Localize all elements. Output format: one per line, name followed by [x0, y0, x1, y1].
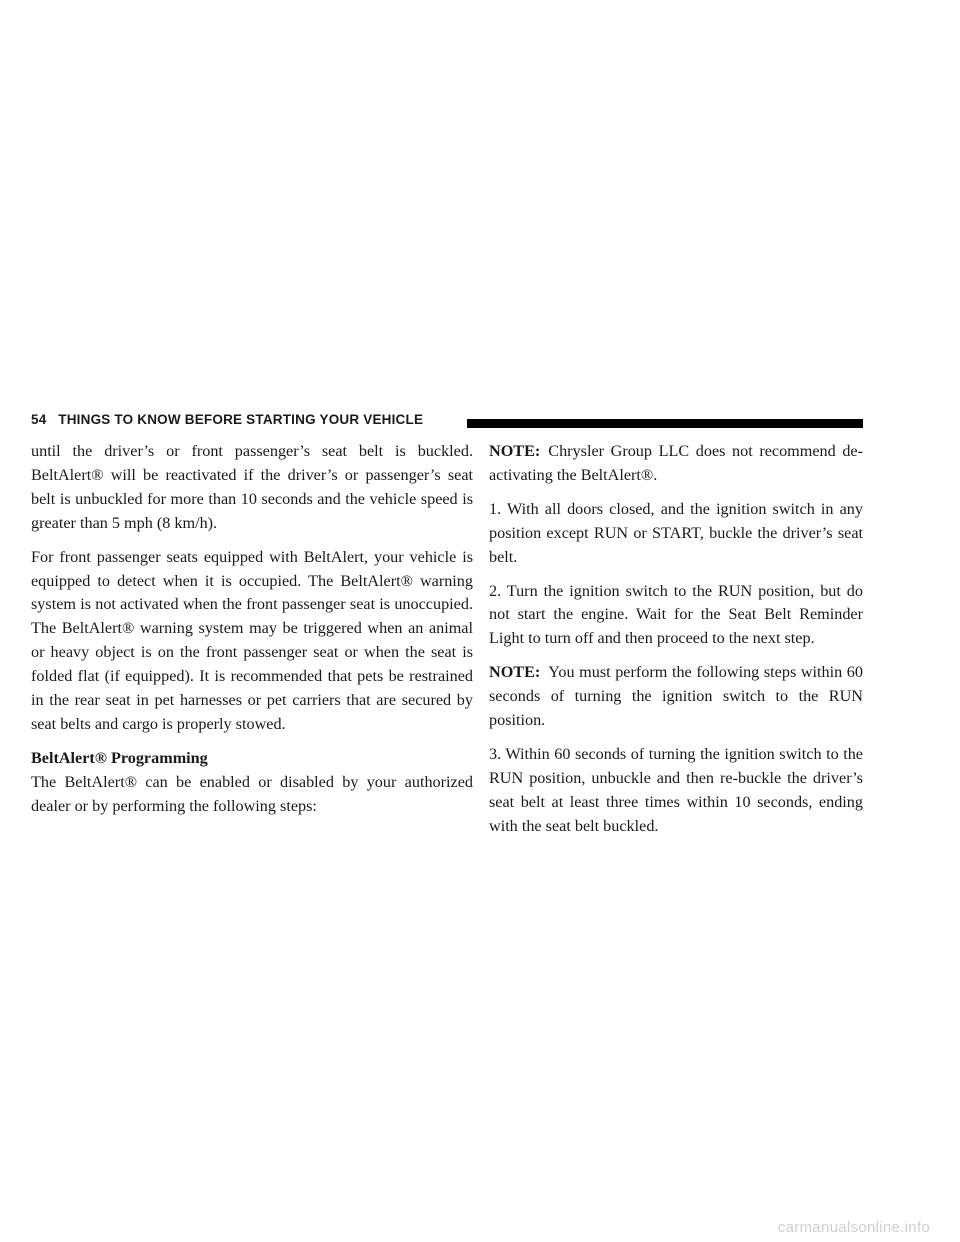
page-number: 54: [31, 412, 47, 427]
step-3: 3. Within 60 seconds of turning the ignition switch to the RUN position, unbuckle and then re-buckle the driver’s seat belt at least three times within 10 seconds, ending with the seat belt buckled.: [489, 744, 863, 835]
header-rule: [467, 419, 863, 428]
step-2: 2. Turn the ignition switch to the RUN position, but do not start the engine. Wait for the Seat Belt Reminder Light to turn off and then proceed to the next step.: [489, 581, 863, 648]
note-text: You must perform the following steps within 60 seconds of turning the ignition switch to the RUN position.: [489, 663, 863, 730]
note-timing: [489, 661, 863, 733]
section-heading-programming: BeltAlert® Programming: [31, 748, 208, 767]
page-header: [31, 414, 863, 428]
note-label: NOTE:: [489, 663, 541, 682]
header-text: [31, 412, 423, 427]
paragraph-programming-intro: The BeltAlert® can be enabled or disabled by your authorized dealer or by performing the following steps:: [31, 772, 473, 815]
paragraph-beltalert-reactivation: until the driver’s or front passenger’s seat belt is buckled. BeltAlert® will be reactivated if the driver’s or passenger’s seat belt is unbuckled for more than 10 seconds and the vehicle speed is greater than 5 mph (8 km/h).: [31, 442, 473, 532]
note-label: NOTE:: [489, 442, 541, 460]
note-deactivation: [489, 440, 863, 488]
left-column: [31, 440, 473, 829]
watermark: carmanualsonline.info: [777, 1219, 930, 1236]
step-1: 1. With all doors closed, and the ignition switch in any position except RUN or START, buckle the driver’s seat belt.: [489, 499, 863, 566]
note-text: Chrysler Group LLC does not recommend deactivating the BeltAlert®.: [489, 442, 863, 484]
right-column: [489, 440, 863, 849]
section-title: THINGS TO KNOW BEFORE STARTING YOUR VEHICLE: [58, 412, 424, 427]
paragraph-passenger-detection: For front passenger seats equipped with BeltAlert, your vehicle is equipped to detect when it is occupied. The BeltAlert® warning system is not activated when the front passenger seat is unoccupied. The BeltAlert® warning system may be triggered when an animal or heavy object is on the front passenger seat or when the seat is folded flat (if equipped). It is recommended that pets be restrained in the rear seat in pet harnesses or pet carriers that are secured by seat belts and cargo is properly stowed.: [31, 547, 473, 733]
